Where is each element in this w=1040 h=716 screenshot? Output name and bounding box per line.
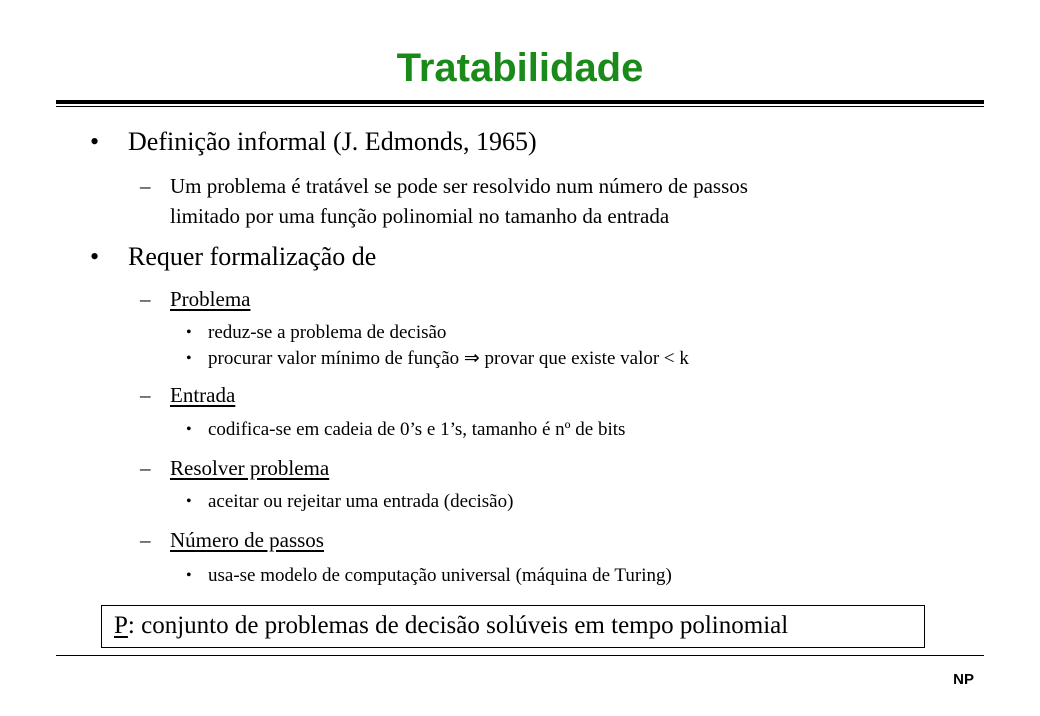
bullet-marker: • bbox=[186, 324, 192, 341]
bullet-text: Definição informal (J. Edmonds, 1965) bbox=[128, 127, 537, 156]
sub-label: Problema bbox=[170, 287, 251, 311]
sub-label: Entrada bbox=[170, 383, 236, 407]
title-rule bbox=[56, 100, 984, 107]
item-text: codifica-se em cadeia de 0’s e 1’s, tamanho é nº de bits bbox=[208, 419, 626, 440]
bullet-marker: • bbox=[186, 421, 192, 438]
definition-box bbox=[101, 605, 925, 648]
bullet-marker: • bbox=[186, 567, 192, 584]
dash-marker: – bbox=[140, 383, 151, 407]
dash-marker: – bbox=[140, 456, 151, 480]
dash-marker: – bbox=[140, 528, 151, 552]
definition-text: : conjunto de problemas de decisão solúveis em tempo polinomial bbox=[127, 612, 789, 639]
bullet-marker: • bbox=[90, 127, 100, 156]
item-text: procurar valor mínimo de função ⇒ provar que existe valor < k bbox=[208, 348, 689, 369]
dash-marker: – bbox=[140, 174, 151, 198]
sub-label: Resolver problema bbox=[170, 456, 330, 480]
slide-title: Tratabilidade bbox=[396, 46, 644, 90]
bullet-marker: • bbox=[186, 493, 192, 510]
bullet-text: Requer formalização de bbox=[128, 242, 377, 271]
item-text: reduz-se a problema de decisão bbox=[208, 322, 447, 343]
sub-text-line-2: limitado por uma função polinomial no tamanho da entrada bbox=[170, 204, 670, 228]
sub-text-line-1: Um problema é tratável se pode ser resolvido num número de passos bbox=[170, 174, 748, 198]
footer-rule bbox=[56, 655, 984, 656]
bullet-marker: • bbox=[186, 350, 192, 367]
definition-term: P bbox=[114, 612, 128, 639]
sub-label: Número de passos bbox=[170, 528, 324, 552]
dash-marker: – bbox=[140, 287, 151, 311]
item-text: usa-se modelo de computação universal (máquina de Turing) bbox=[208, 565, 672, 586]
item-text: aceitar ou rejeitar uma entrada (decisão) bbox=[208, 491, 514, 512]
footer-label: NP bbox=[953, 671, 974, 688]
bullet-marker: • bbox=[90, 242, 100, 271]
